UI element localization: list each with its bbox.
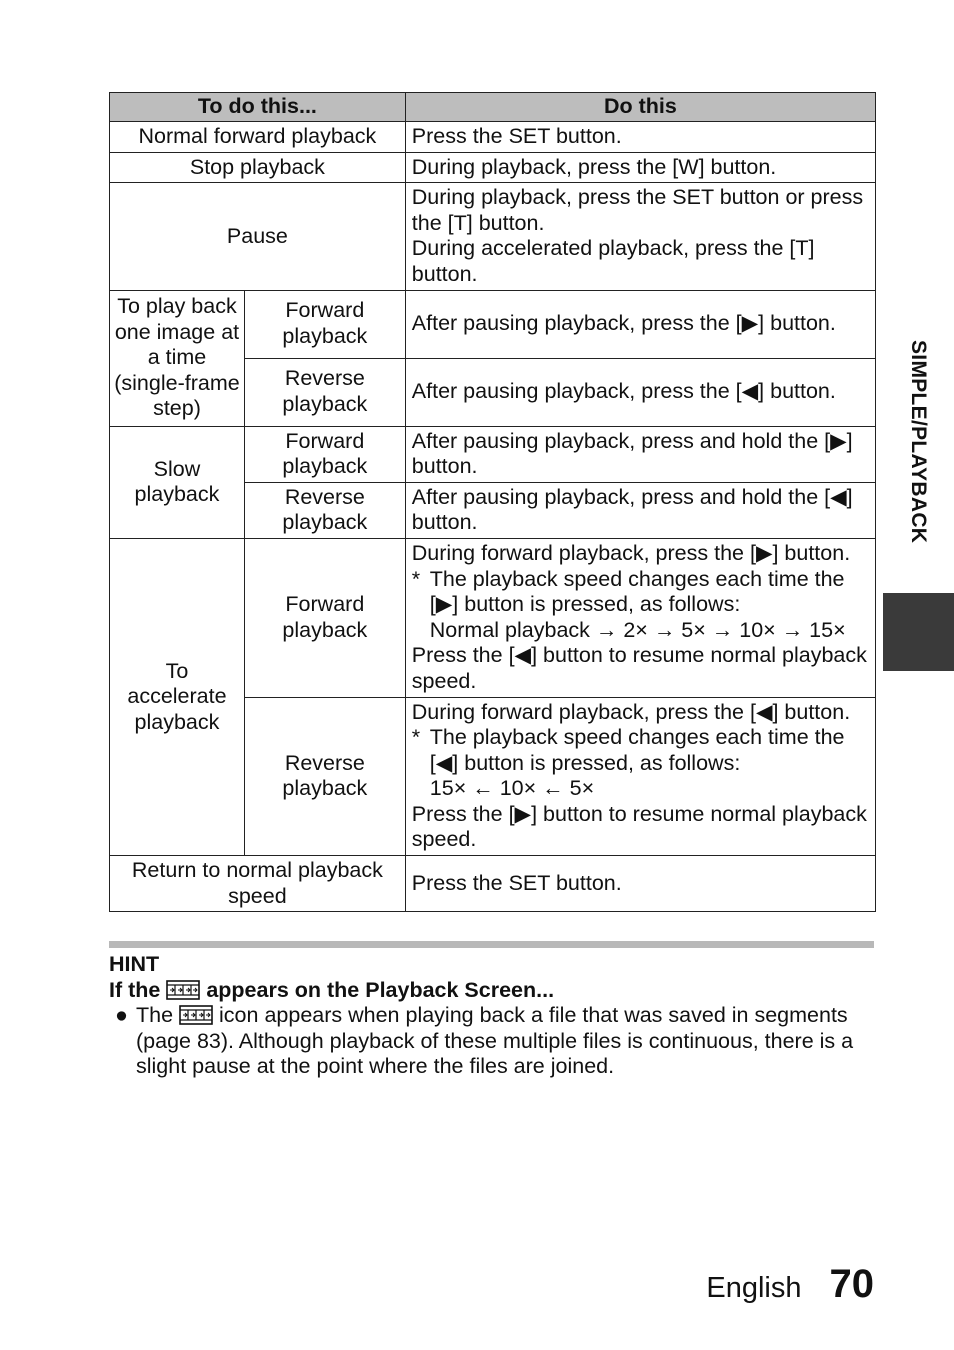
table-row [110, 183, 876, 290]
speed-sequence: 15× ← 10× ← 5× [429, 776, 595, 801]
language-label: English [706, 1272, 802, 1304]
instruction-cell: During playback, press the [W] button. [405, 152, 875, 183]
group-cell: Slow playback [110, 426, 245, 538]
group-cell: To accelerate playback [110, 538, 245, 855]
table-row [110, 426, 876, 482]
mode-cell: Reverse playback [244, 697, 405, 856]
segment-playback-icon [166, 980, 200, 1000]
instruction-cell: After pausing playback, press the [◀] button. [405, 358, 875, 426]
hint-title: HINT [109, 952, 160, 976]
hint-subtitle [109, 978, 879, 1004]
instruction-line: During forward playback, press the [◀] button. [411, 699, 851, 724]
mode-cell: Reverse playback [244, 358, 405, 426]
instruction-cell: After pausing playback, press and hold the [◀] button. [405, 482, 875, 538]
action-cell: Pause [110, 183, 406, 290]
page-number: 70 [829, 1262, 874, 1306]
bullet-mark: ● [115, 1003, 128, 1028]
hint-subtitle-text: appears on the Playback Screen... [206, 977, 555, 1002]
instruction-line: During accelerated playback, press the [T] button. [411, 236, 815, 286]
hint-bullet-item [109, 1003, 879, 1080]
asterisk-mark: * [411, 566, 421, 591]
speed-note-text: The playback speed changes each time the [◀] button is pressed, as follows: [429, 725, 845, 775]
resume-note: Press the [◀] button to resume normal playback speed. [411, 643, 867, 693]
playback-operations-table [109, 92, 876, 912]
hint-subtitle-text: If the [109, 977, 161, 1002]
action-cell: Stop playback [110, 152, 406, 183]
mode-cell: Forward playback [244, 290, 405, 358]
table-row [110, 122, 876, 153]
table-header-row [110, 93, 876, 122]
speed-note [412, 567, 869, 618]
instruction-line: During playback, press the SET button or press the [T] button. [411, 185, 864, 235]
instruction-cell [405, 697, 875, 856]
mode-cell: Reverse playback [244, 482, 405, 538]
section-sidebar-label: SIMPLE/PLAYBACK [907, 340, 930, 544]
header-to-do-this: To do this... [110, 93, 406, 122]
hint-body [136, 1003, 879, 1080]
speed-sequence: Normal playback → 2× → 5× → 10× → 15× [429, 617, 846, 642]
mode-cell: Forward playback [244, 538, 405, 697]
hint-body-text: icon appears when playing back a file that was saved in segments (page 83). Although playback of these multiple files is continuous, there is a slight pause at the point where the files are joined. [136, 1003, 854, 1079]
speed-note [412, 725, 869, 776]
instruction-line: During forward playback, press the [▶] button. [411, 540, 851, 565]
page-footer [706, 1262, 874, 1307]
hint-body-text: The [136, 1003, 174, 1028]
mode-cell: Forward playback [244, 426, 405, 482]
segment-playback-icon [179, 1005, 213, 1025]
header-do-this: Do this [405, 93, 875, 122]
instruction-cell: After pausing playback, press and hold the [▶] button. [405, 426, 875, 482]
instruction-cell [405, 183, 875, 290]
asterisk-mark: * [411, 725, 421, 750]
instruction-cell: After pausing playback, press the [▶] button. [405, 290, 875, 358]
table-row [110, 538, 876, 697]
table-row [110, 856, 876, 912]
speed-note-text: The playback speed changes each time the [▶] button is pressed, as follows: [429, 566, 845, 617]
instruction-cell: Press the SET button. [405, 856, 875, 912]
section-tab-marker [883, 593, 954, 671]
group-cell: To play back one image at a time (single-frame step) [110, 290, 245, 426]
instruction-cell: Press the SET button. [405, 122, 875, 153]
hint-box [109, 952, 879, 1080]
table-row [110, 290, 876, 358]
action-cell: Return to normal playback speed [110, 856, 406, 912]
action-cell: Normal forward playback [110, 122, 406, 153]
resume-note: Press the [▶] button to resume normal playback speed. [411, 801, 867, 852]
instruction-cell [405, 538, 875, 697]
hint-divider [109, 941, 874, 948]
table-row [110, 152, 876, 183]
